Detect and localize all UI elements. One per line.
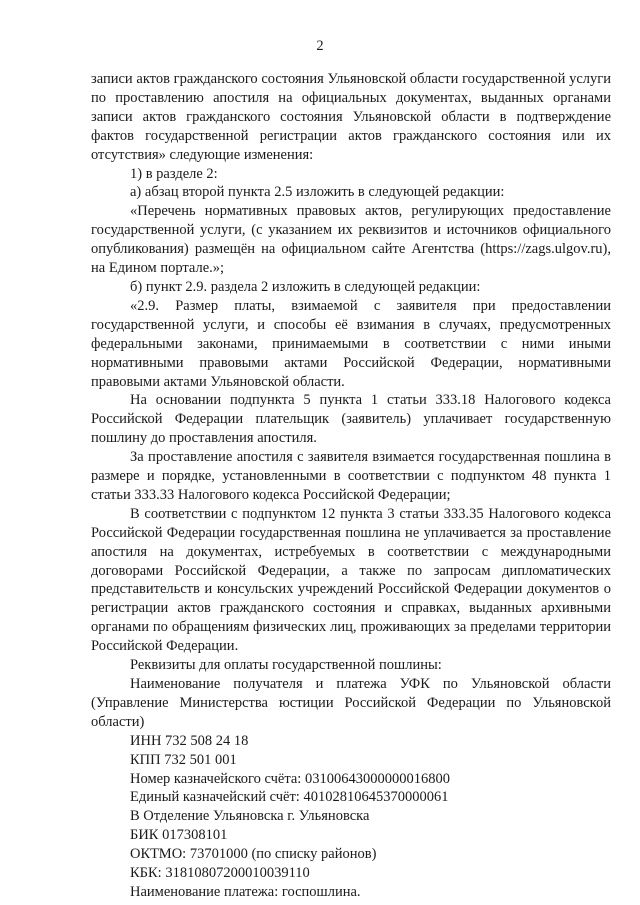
paragraph-continuation: записи актов гражданского состояния Ульяновской области государственной услуги по проставлению апостиля на официальных документах, выданных органами записи актов гражданского состояния Ульяновской области в подтверждение фактов государственной регистрации актов гражданского состояния или их отсутствия» следующие изменения: bbox=[91, 71, 611, 163]
requisite-payment-name: Наименование платежа: госпошлина. bbox=[130, 883, 361, 900]
paragraph-item-b: б) пункт 2.9. раздела 2 изложить в следующей редакции: bbox=[130, 278, 481, 295]
requisite-single-account: Единый казначейский счёт: 40102810645370000061 bbox=[130, 789, 449, 806]
requisite-kbk: КБК: 31810807200010039110 bbox=[130, 865, 310, 882]
document-body bbox=[91, 70, 611, 902]
requisite-inn: ИНН 732 508 24 18 bbox=[130, 732, 249, 749]
paragraph-quote-2-5: «Перечень нормативных правовых актов, регулирующих предоставление государственной услуги, (с указанием их реквизитов и источников официального опубликования) размещён на официальном сайте Агентства (https://zags.ulgov.ru), на Едином портале.»; bbox=[91, 203, 611, 277]
paragraph-quote-2-9: «2.9. Размер платы, взимаемой с заявителя при предоставлении государственной услуги, и способы её взимания в случаях, предусмотренных федеральными законами, принимаемыми в соответствии с ними иными нормативными правовыми актами Российской Федерации, нормативными правовыми актами Ульяновской области. bbox=[91, 297, 611, 390]
requisite-treasury-account: Номер казначейского счёта: 03100643000000016800 bbox=[130, 770, 450, 787]
requisite-kpp: КПП 732 501 001 bbox=[130, 751, 237, 768]
paragraph-recipient: Наименование получателя и платежа УФК по Ульяновской области (Управление Министерства юстиции Российской Федерации по Ульяновской области) bbox=[91, 676, 611, 730]
requisite-bik: БИК 017308101 bbox=[130, 827, 228, 844]
requisite-bank: В Отделение Ульяновска г. Ульяновска bbox=[130, 808, 370, 825]
paragraph-section-2: 1) в разделе 2: bbox=[130, 165, 218, 182]
paragraph-exemption: В соответствии с подпунктом 12 пункта 3 статьи 333.35 Налогового кодекса Российской Федерации государственная пошлина не уплачивается за проставление апостиля на документах, истребуемых в соответствии с международными договорами Российской Федерации, а также по запросам дипломатических представительств и консульских учреждений Российской Федерации документов о регистрации актов гражданского состояния и справках, выданных архивными органами по обращениям физических лиц, проживающих за пределами территории Российской Федерации. bbox=[91, 505, 611, 655]
paragraph-requisites-heading: Реквизиты для оплаты государственной пошлины: bbox=[130, 657, 442, 674]
requisites-list bbox=[91, 732, 611, 902]
requisite-oktmo: ОКТМО: 73701000 (по списку районов) bbox=[130, 846, 377, 863]
paragraph-fee: За проставление апостиля с заявителя взимается государственная пошлина в размере и порядке, установленными в соответствии с подпунктом 48 пункта 1 статьи 333.33 Налогового кодекса Российской Федерации; bbox=[91, 449, 611, 503]
page-number: 2 bbox=[316, 38, 324, 54]
paragraph-tax-code-333-18: На основании подпункта 5 пункта 1 статьи 333.18 Налогового кодекса Российской Федерации плательщик (заявитель) уплачивает государственную пошлину до проставления апостиля. bbox=[91, 392, 611, 447]
paragraph-item-a: а) абзац второй пункта 2.5 изложить в следующей редакции: bbox=[130, 184, 505, 201]
